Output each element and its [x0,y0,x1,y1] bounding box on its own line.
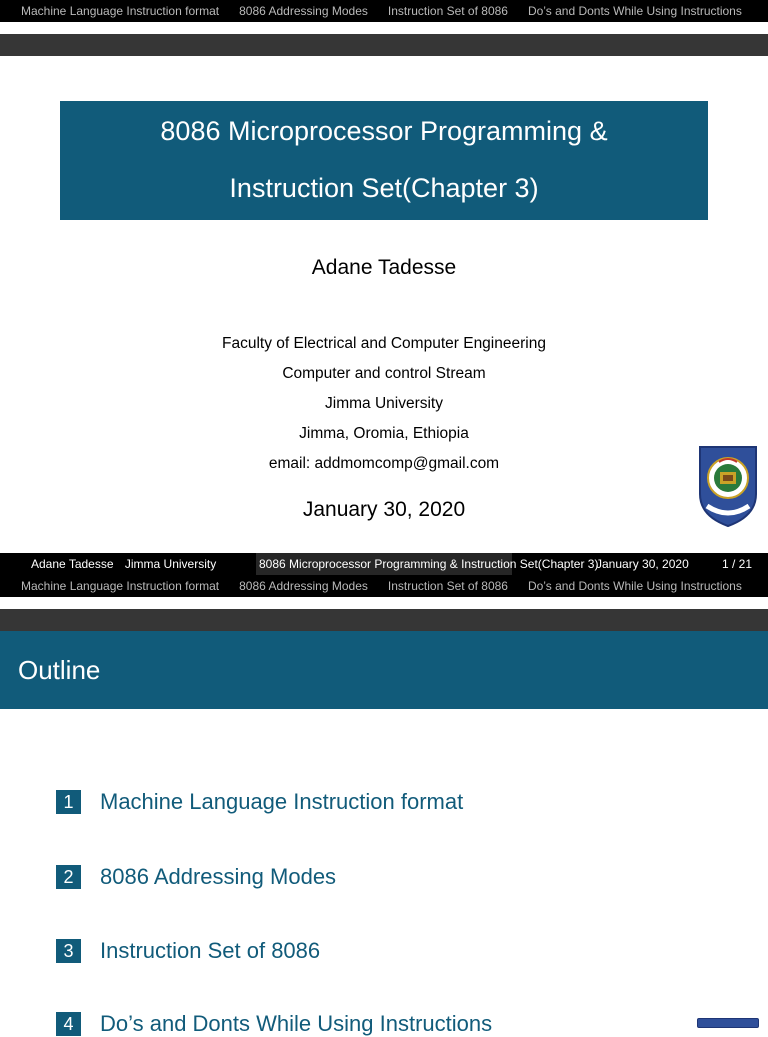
institute-location: Jimma, Oromia, Ethiopia [299,425,469,442]
presentation-date: January 30, 2020 [302,498,466,521]
header-band-2 [0,609,768,631]
footer-page-number: 1 / 21 [722,557,753,571]
nav-item-instruction-set[interactable]: Instruction Set of 8086 [387,579,508,593]
nav-item-dos-donts[interactable]: Do’s and Donts While Using Instructions [527,579,742,593]
title-box [60,101,708,220]
nav-item-machine-language[interactable]: Machine Language Instruction format [21,4,220,18]
footer-title: 8086 Microprocessor Programming & Instruction Set(Chapter 3) [256,553,512,575]
nav-item-addressing-modes[interactable]: 8086 Addressing Modes [239,4,368,18]
outline-heading: Outline [0,631,768,709]
slide-title-line1: 8086 Microprocessor Programming & [160,116,608,146]
nav-item-instruction-set[interactable]: Instruction Set of 8086 [387,4,508,18]
toc-item[interactable] [56,1011,492,1037]
section-navbar-2 [0,575,768,597]
toc-label[interactable]: Machine Language Instruction format [100,789,464,814]
toc-item[interactable] [56,864,336,890]
nav-item-addressing-modes[interactable]: 8086 Addressing Modes [239,579,368,593]
institute-block [0,329,768,479]
toc-number: 2 [56,865,81,889]
footer-institute: Jimma University [124,557,217,571]
slide-footer [0,553,768,575]
toc-number: 4 [56,1012,81,1036]
slide-title-line2: Instruction Set(Chapter 3) [229,173,539,203]
footer-date: January 30, 2020 [596,557,689,571]
header-band [0,34,768,56]
section-navbar [0,0,768,22]
jimma-university-seal-icon [697,444,759,528]
toc-label[interactable]: Do’s and Donts While Using Instructions [100,1011,493,1036]
jimma-university-seal-icon [697,1018,759,1028]
footer-author: Adane Tadesse [31,557,114,571]
institute-faculty: Faculty of Electrical and Computer Engineering [222,335,546,352]
toc-number: 3 [56,939,81,963]
toc-item[interactable] [56,938,320,964]
toc-label[interactable]: Instruction Set of 8086 [100,938,321,963]
author-name: Adane Tadesse [311,256,457,279]
institute-email: email: addmomcomp@gmail.com [268,455,500,472]
toc-item[interactable] [56,789,463,815]
institute-university: Jimma University [325,395,443,412]
toc-label[interactable]: 8086 Addressing Modes [100,864,337,889]
toc-number: 1 [56,790,81,814]
nav-item-machine-language[interactable]: Machine Language Instruction format [21,579,220,593]
nav-item-dos-donts[interactable]: Do’s and Donts While Using Instructions [527,4,742,18]
institute-stream: Computer and control Stream [282,365,486,382]
